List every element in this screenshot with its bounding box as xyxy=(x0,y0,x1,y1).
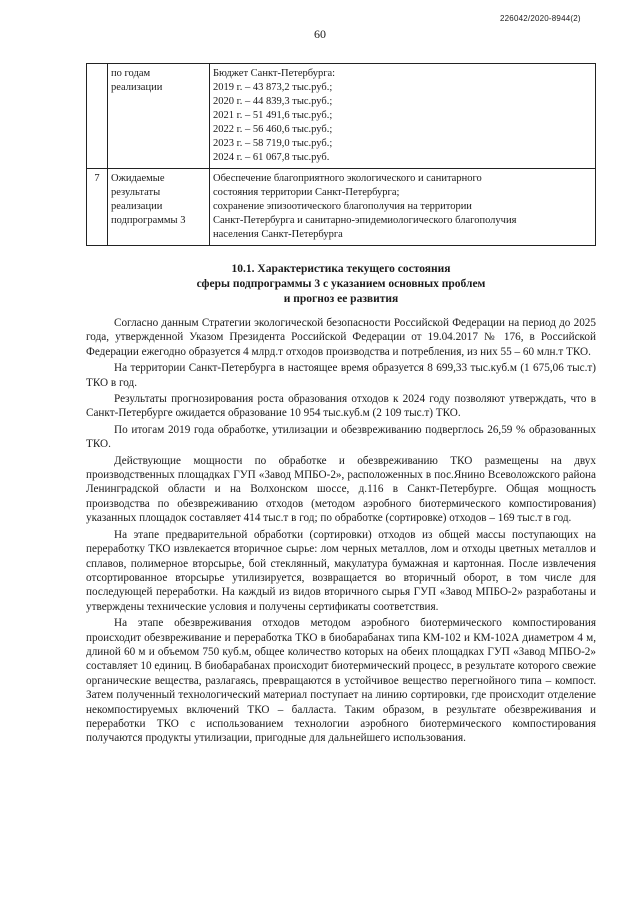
result-line: состояния территории Санкт-Петербурга; xyxy=(213,187,400,198)
row-number xyxy=(87,64,108,169)
budget-label: Бюджет Санкт-Петербурга: xyxy=(213,68,336,79)
passport-table xyxy=(86,63,596,246)
result-line: Санкт-Петербурга и санитарно-эпидемиологического благополучия xyxy=(213,215,517,226)
paragraph-sorting: На этапе предварительной обработки (сортировки) отходов из общей массы поступающих на переработку ТКО извлекается вторичное сырье: лом черных металлов, лом и отходы цветных металлов и сплавов, полимерное вторсырье, бой стеклянный, макулатура бумажная и картонная. После извлечения отсортированное вторсырье утилизируется, возвращается во вторичный оборот, в том числе для последующей переработки. На каждый из видов вторичного сырья ГУП «Завод МПБО-2» разработаны и утверждены технические условия и получены сертификаты соответствия. xyxy=(86,528,596,613)
row-heading-line: подпрограммы 3 xyxy=(111,215,186,226)
row-content xyxy=(210,169,596,246)
budget-year-2022: 2022 г. – 56 460,6 тыс.руб.; xyxy=(213,124,333,135)
paragraph-strategy: Согласно данным Стратегии экологической безопасности Российской Федерации на период до 2025 года, утвержденной Указом Президента Российской Федерации от 19.04.2017 № 176, в Российской Федерации ежегодно образуется 4 млрд.т отходов производства и потребления, из них 55 – 60 млн.т ТКО. xyxy=(86,317,596,358)
budget-year-2020: 2020 г. – 44 839,3 тыс.руб.; xyxy=(213,96,333,107)
paragraph-current-volume: На территории Санкт-Петербурга в настоящее время образуется 8 699,33 тыс.куб.м (1 675,06 тыс.т) ТКО в год. xyxy=(86,362,596,389)
table-row xyxy=(87,169,596,246)
paragraph-2019-results: По итогам 2019 года обработке, утилизации и обезвреживанию подверглось 26,59 % образованных ТКО. xyxy=(86,423,596,451)
budget-year-2021: 2021 г. – 51 491,6 тыс.руб.; xyxy=(213,110,333,121)
budget-year-2023: 2023 г. – 58 719,0 тыс.руб.; xyxy=(213,138,333,149)
row-content xyxy=(210,64,596,169)
section-heading-line: и прогноз ее развития xyxy=(283,293,399,305)
row-heading-line: результаты xyxy=(111,187,161,198)
section-heading-line: 10.1. Характеристика текущего состояния xyxy=(231,263,451,275)
result-line: Обеспечение благоприятного экологического и санитарного xyxy=(213,173,482,184)
paragraph-capacity: Действующие мощности по обработке и обезвреживанию ТКО размещены на двух производственных площадках ГУП «Завод МПБО-2», расположенных в пос.Янино Всеволожского района Ленинградской области и на Волхонском шоссе, д.116 в Санкт-Петербурге. Общая мощность производства по обезвреживанию отходов (методом аэробного биотермического компостирования) указанных площадок составляет 414 тыс.т в год; по обработке (сортировке) отходов – 169 тыс.т в год. xyxy=(86,454,596,525)
table-row xyxy=(87,64,596,169)
row-heading-line: по годам xyxy=(111,68,151,79)
row-heading-line: реализации xyxy=(111,82,163,93)
result-line: сохранение эпизоотического благополучия на территории xyxy=(213,201,472,212)
paragraph-composting: На этапе обезвреживания отходов методом аэробного биотермического компостирования происходит обезвреживание и переработка ТКО в биобарабанах типа КМ-102 и КМ-102А диаметром 4 м, длиной 60 м и объемом 750 куб.м, общее количество которых на обеих площадках ГУП «Завод МПБО-2» составляет 10 единиц. В биобарабанах происходит биотермический процесс, в результате которого свежие органические вещества, разлагаясь, превращаются в устойчивое вещество перегнойного типа – компост. Затем полученный технологический материал поступает на линию сортировки, где происходит отделение некомпостируемых включений ТКО – балласта. Таким образом, в результате обезвреживания и переработки ТКО с использованием технологии аэробного биотермического компостирования получаются продукты утилизации, пригодные для дальнейшего использования. xyxy=(86,617,596,745)
result-line: населения Санкт-Петербурга xyxy=(213,229,343,240)
budget-year-2024: 2024 г. – 61 067,8 тыс.руб. xyxy=(213,152,330,163)
budget-year-2019: 2019 г. – 43 873,2 тыс.руб.; xyxy=(213,82,333,93)
row-number: 7 xyxy=(87,169,108,246)
body-text xyxy=(86,316,596,748)
row-heading-line: реализации xyxy=(111,201,163,212)
section-heading-line: сферы подпрограммы 3 с указанием основных проблем xyxy=(196,278,486,290)
paragraph-forecast: Результаты прогнозирования роста образования отходов к 2024 году позволяют утверждать, что в Санкт-Петербурге ожидается образование 10 954 тыс.куб.м (2 109 тыс.т) ТКО. xyxy=(86,393,596,420)
row-heading xyxy=(108,64,210,169)
section-heading xyxy=(86,262,596,307)
row-heading-line: Ожидаемые xyxy=(111,173,165,184)
document-code: 226042/2020-8944(2) xyxy=(500,14,581,23)
page-number: 60 xyxy=(314,27,326,41)
row-heading xyxy=(108,169,210,246)
